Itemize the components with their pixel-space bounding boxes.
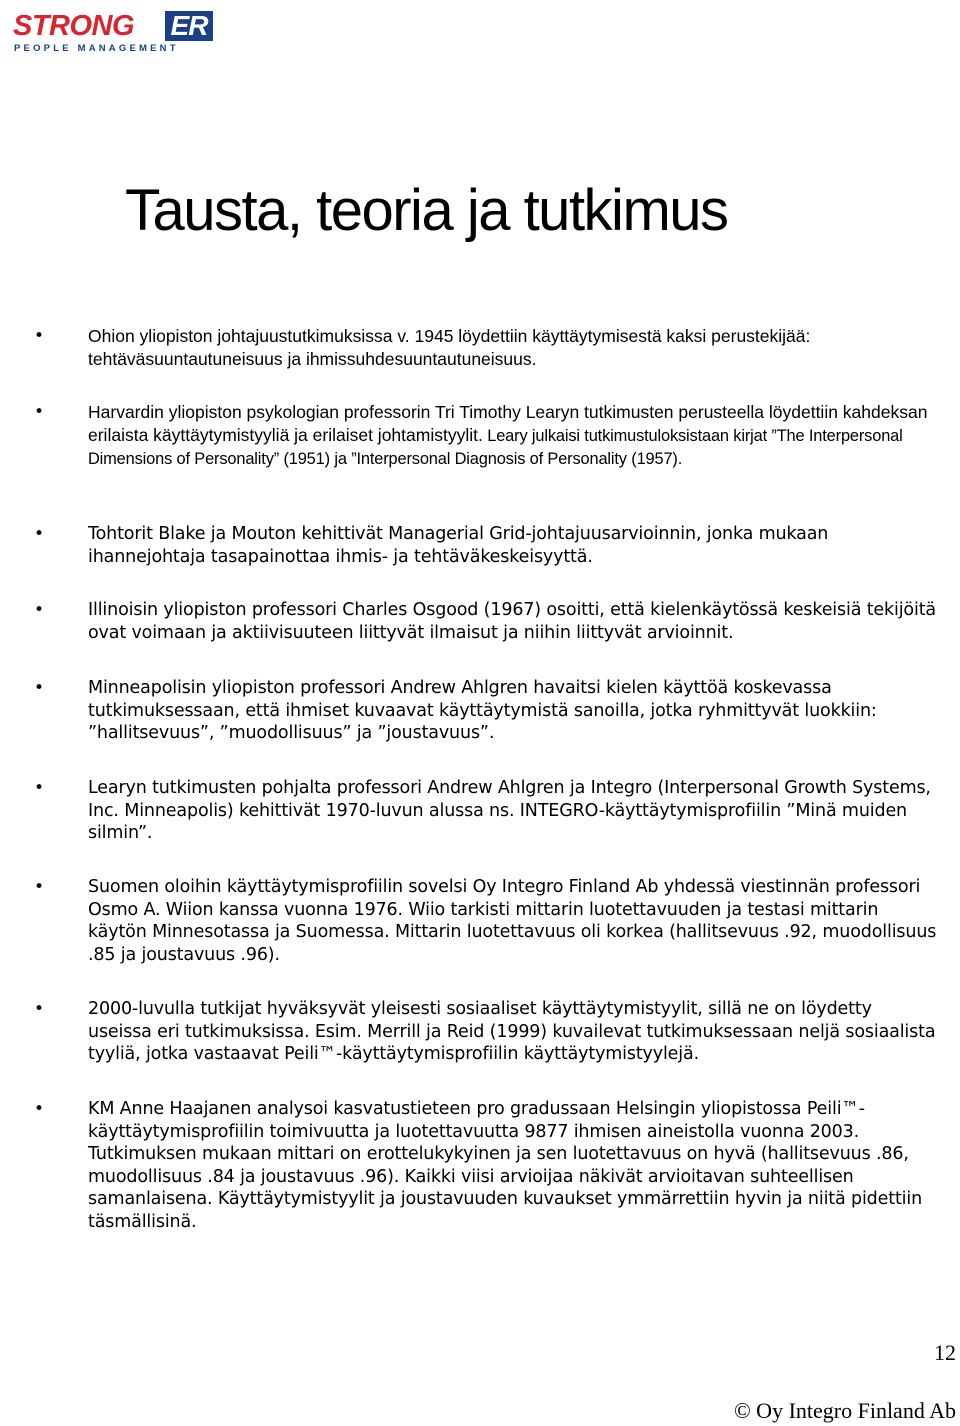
company-logo — [13, 10, 213, 54]
bullet-text: Tohtorit Blake ja Mouton kehittivät Managerial Grid-johtajuusarvioinnin, jonka mukaan ihannejohtaja tasapainottaa ihmis- ja tehtäväkeskeisyyttä. — [88, 524, 829, 567]
bullet-item — [88, 325, 938, 370]
bullet-item — [88, 876, 938, 966]
bullet-item — [88, 677, 938, 745]
bullet-item — [88, 1098, 938, 1233]
bullet-item — [88, 401, 938, 471]
bullet-item — [88, 599, 938, 644]
bullet-item — [88, 998, 938, 1066]
logo-tagline: PEOPLE MANAGEMENT — [14, 43, 179, 54]
bullet-text: Illinoisin yliopiston professori Charles Osgood (1967) osoitti, että kielenkäytössä keskeisiä tekijöitä ovat voimaan ja aktiivisuuteen liittyvät ilmaisut ja niihin liittyvät arvioinnit. — [88, 600, 936, 643]
bullet-text: Harvardin yliopiston psykologian professorin Tri Timothy Learyn tutkimusten perusteella löydettiin kahdeksan erilaista käyttäytymistyyliä ja erilaiset johtamistyylit. — [88, 402, 928, 445]
bullet-text: 2000-luvulla tutkijat hyväksyvät yleisesti sosiaaliset käyttäytymistyylit, sillä ne on löydetty useissa eri tutkimuksissa. Esim. Merrill ja Reid (1999) kuvailevat tutkimuksessaan neljä sosiaalista tyyliä, jotka vastaavat Peili™-käyttäytymisprofiilin käyttäytymistyylejä. — [88, 999, 936, 1064]
bullet-text: KM Anne Haajanen analysoi kasvatustieteen pro gradussaan Helsingin yliopistossa Peili™-käyttäytymisprofiilin toimivuutta ja luotettavuutta 9877 ihmisen aineistolla vuonna 2003. Tutkimuksen mukaan mittari on erottelukykyinen ja sen luotettavuus on hyvä (hallitsevuus .86, muodollisuus .84 ja joustavuus .96). Kaikki viisi arvioijaa näkivät arvioitavan suhteellisen samanlaisena. Käyttäytymistyylit ja joustavuuden kuvaukset ymmärrettiin hyvin ja niitä pidettiin täsmällisinä. — [88, 1099, 923, 1232]
logo-wordmark: STRONG — [13, 10, 135, 42]
logo-wordmark-box: ER — [165, 11, 213, 41]
bullet-text: Suomen oloihin käyttäytymisprofiilin sovelsi Oy Integro Finland Ab yhdessä viestinnän professori Osmo A. Wiion kanssa vuonna 1976. Wiio tarkisti mittarin luotettavuuden ja testasi mittarin käytön Minnesotassa ja Suomessa. Mittarin luotettavuus oli korkea (hallitsevuus .92, muodollisuus .85 ja joustavuus .96). — [88, 877, 937, 965]
page-title: Tausta, teoria ja tutkimus — [125, 178, 728, 243]
bullet-text: Ohion yliopiston johtajuustutkimuksissa v. 1945 löydettiin käyttäytymisestä kaksi perustekijää: tehtäväsuuntautuneisuus ja ihmissuhdesuuntautuneisuus. — [88, 326, 811, 369]
bullet-item — [88, 777, 938, 845]
page-number: 12 — [934, 1340, 956, 1365]
bullet-text: Learyn tutkimusten pohjalta professori Andrew Ahlgren ja Integro (Interpersonal Growth Systems, Inc. Minneapolis) kehittivät 1970-luvun alussa ns. INTEGRO-käyttäytymisprofiilin ”Minä muiden silmin”. — [88, 778, 931, 843]
bullet-text-continuation: Leary julkaisi tutkimustuloksistaan kirjat ”The Interpersonal Dimensions of Personality” (1951) ja ”Interpersonal Diagnosis of Personality (1957). — [88, 426, 903, 468]
bullet-item — [88, 523, 938, 568]
bullet-text: Minneapolisin yliopiston professori Andrew Ahlgren havaitsi kielen käyttöä koskevassa tutkimuksessaan, että ihmiset kuvaavat käyttäytymistä sanoilla, jotka ryhmittyvät luokkiin: ”hallitsevuus”, ”muodollisuus” ja ”joustavuus”. — [88, 678, 877, 743]
copyright-notice: © Oy Integro Finland Ab — [733, 1398, 956, 1423]
